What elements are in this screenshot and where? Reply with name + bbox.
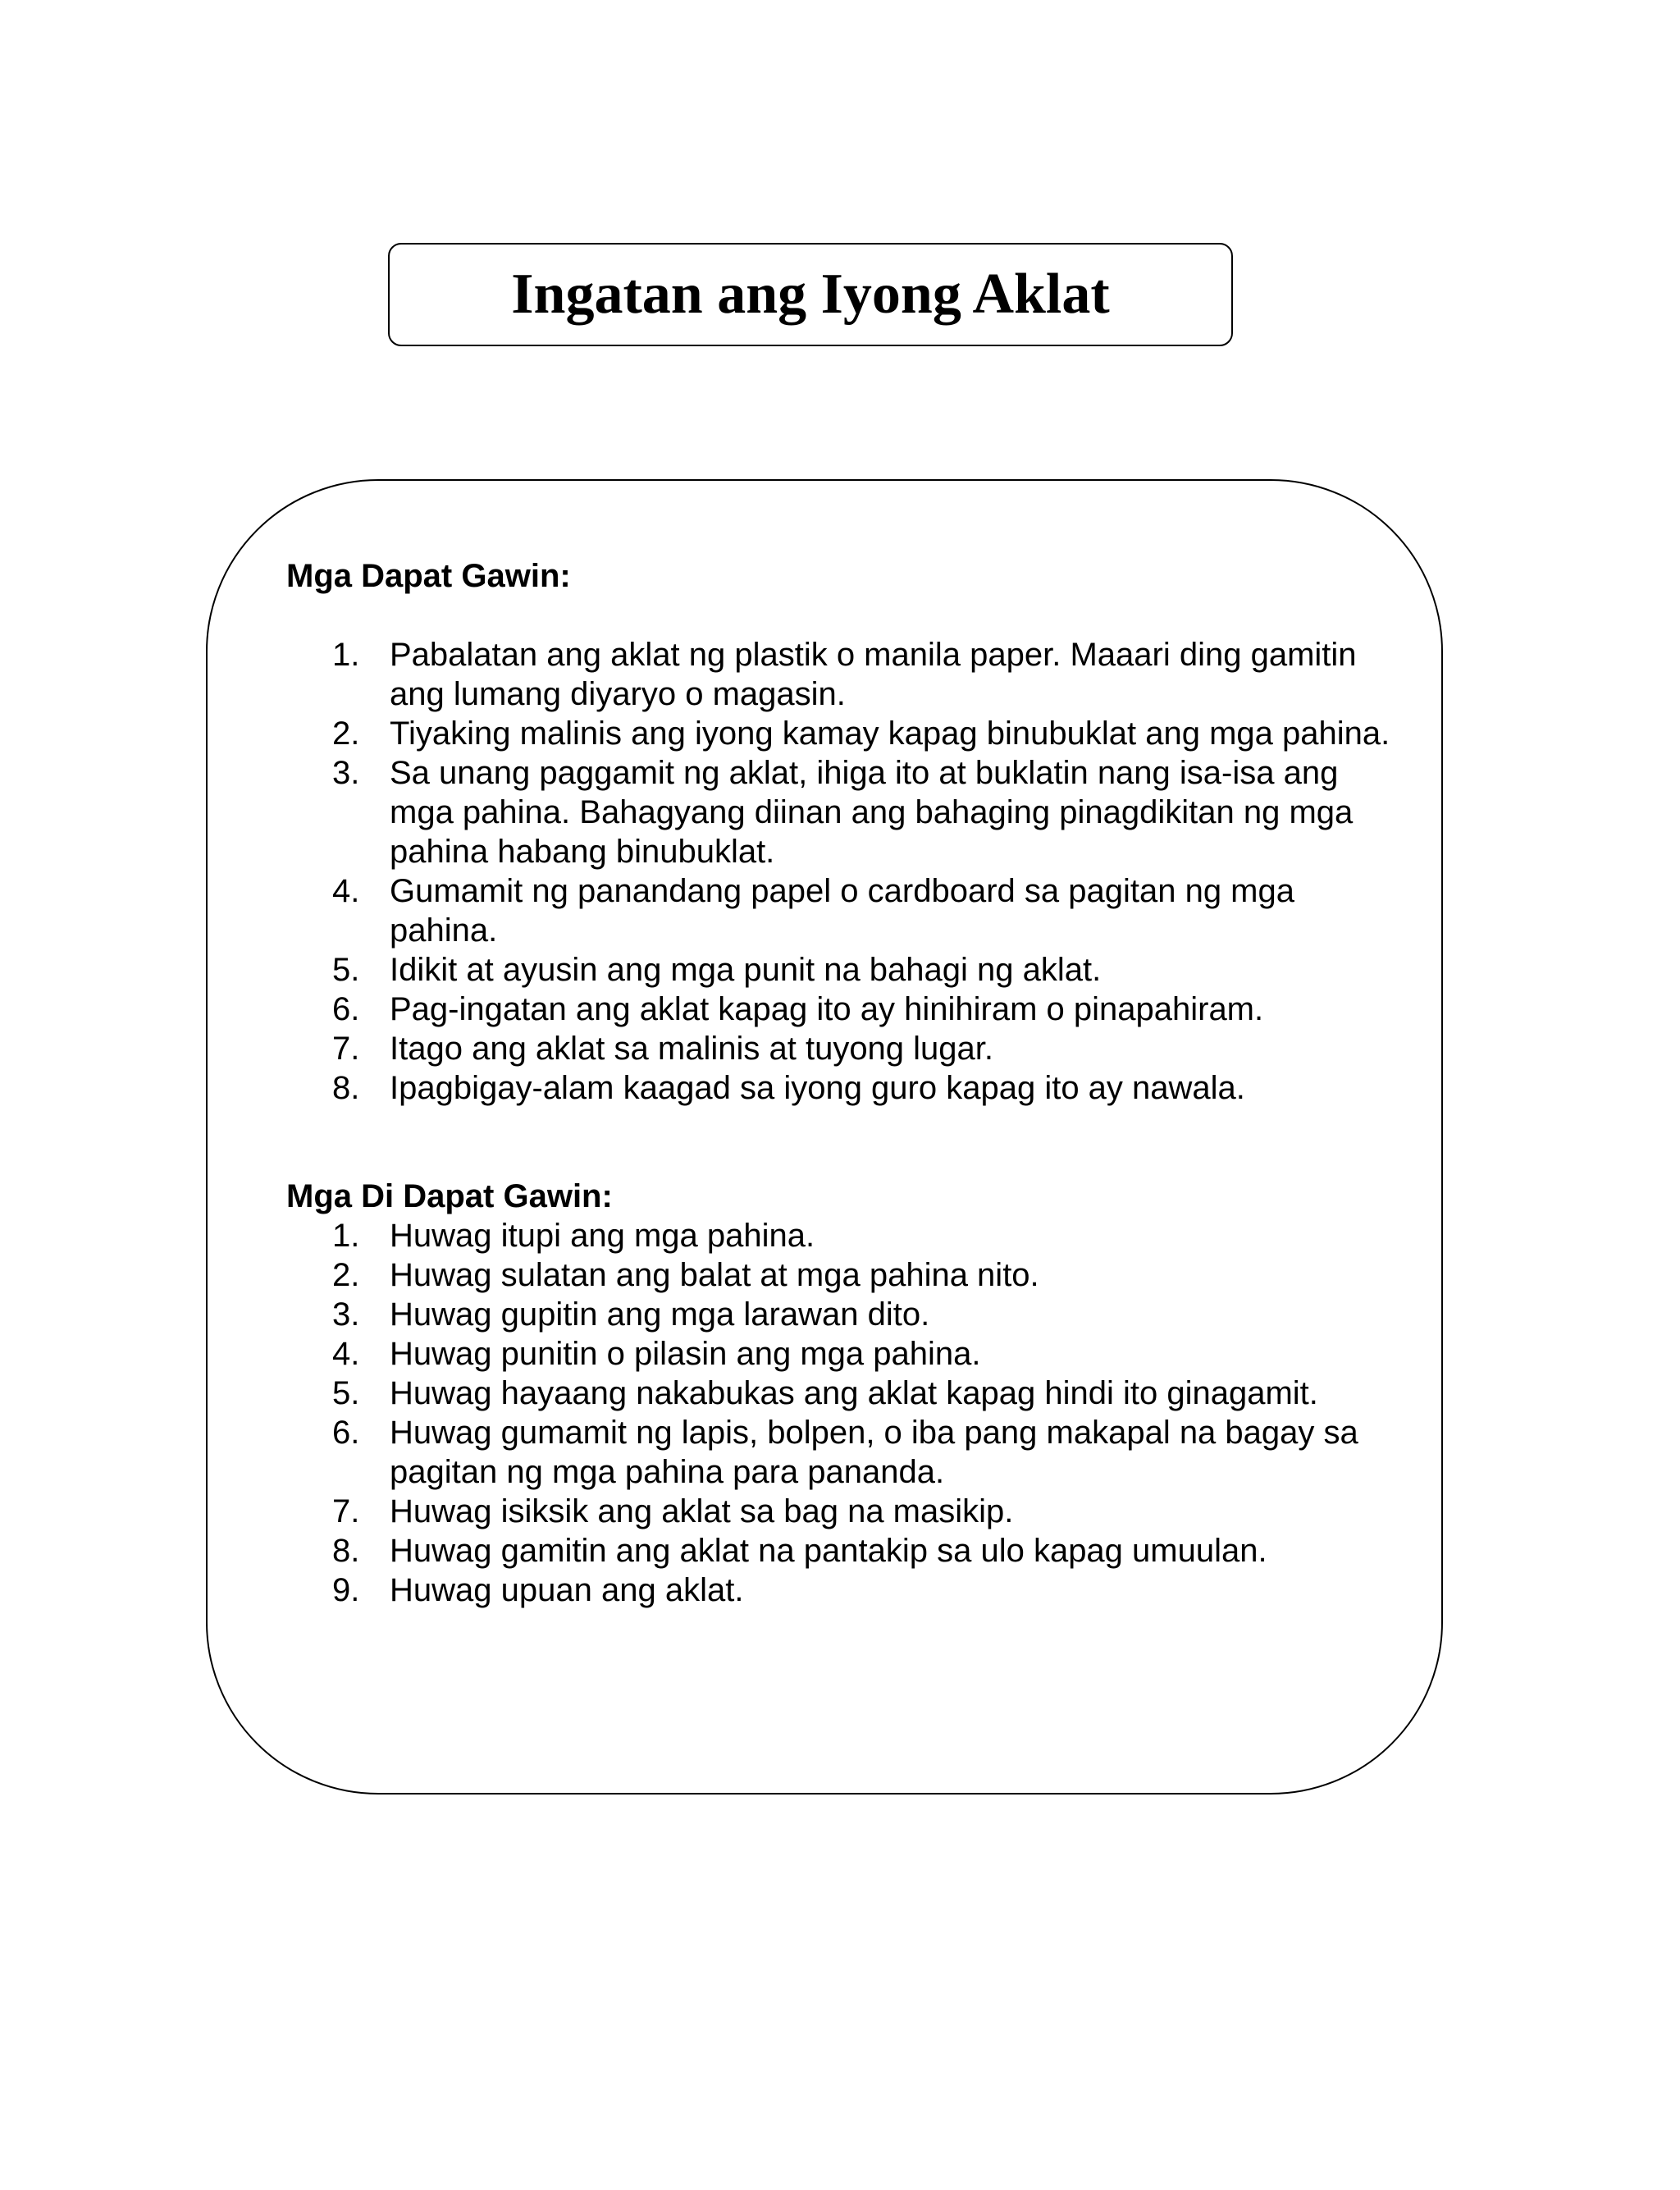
list-item [286,1570,1408,1610]
item-text: Pabalatan ang aklat ng plastik o manila paper. Maaari ding gamitin ang lumang diyaryo o magasin. [390,637,1357,712]
list-item [286,1492,1408,1531]
item-text: Ipagbigay-alam kaagad sa iyong guro kapag ito ay nawala. [390,1070,1245,1106]
item-text: Huwag isiksik ang aklat sa bag na masikip. [390,1493,1014,1529]
list-item [286,1295,1408,1334]
item-text: Idikit at ayusin ang mga punit na bahagi ng aklat. [390,952,1102,988]
item-number: 1. [332,637,360,673]
item-text: Huwag hayaang nakabukas ang aklat kapag hindi ito ginagamit. [390,1375,1318,1411]
rules-box [206,479,1443,1795]
list-item [286,1334,1408,1374]
donts-heading: Mga Di Dapat Gawin: [286,1178,613,1214]
item-number: 1. [332,1218,360,1254]
item-number: 5. [332,952,360,988]
item-text: Pag-ingatan ang aklat kapag ito ay hinihiram o pinapahiram. [390,991,1264,1027]
donts-section [286,1177,1408,1610]
list-item [286,1255,1408,1295]
item-text: Huwag gupitin ang mga larawan dito. [390,1296,930,1333]
list-item [286,1068,1408,1108]
dos-list [286,635,1408,1108]
item-text: Huwag upuan ang aklat. [390,1572,744,1608]
list-item [286,950,1408,990]
item-number: 5. [332,1375,360,1411]
item-number: 9. [332,1572,360,1608]
list-item [286,635,1408,714]
page-title: Ingatan ang Iyong Aklat [511,263,1110,326]
item-text: Huwag punitin o pilasin ang mga pahina. [390,1336,981,1372]
list-item [286,871,1408,950]
list-item [286,1531,1408,1570]
item-number: 3. [332,1296,360,1333]
item-number: 4. [332,1336,360,1372]
item-number: 8. [332,1070,360,1106]
item-text: Huwag sulatan ang balat at mga pahina nito. [390,1257,1039,1293]
list-item [286,1413,1408,1492]
list-item [286,714,1408,753]
dos-section [286,556,1408,1108]
list-item [286,990,1408,1029]
title-box [388,243,1233,346]
list-item [286,1374,1408,1413]
item-text: Huwag itupi ang mga pahina. [390,1218,815,1254]
item-number: 2. [332,1257,360,1293]
list-item [286,753,1408,871]
item-text: Huwag gumamit ng lapis, bolpen, o iba pang makapal na bagay sa pagitan ng mga pahina para pananda. [390,1415,1358,1490]
item-text: Sa unang paggamit ng aklat, ihiga ito at buklatin nang isa-isa ang mga pahina. Bahagyang diinan ang bahaging pinagdikitan ng mga pahina habang binubuklat. [390,755,1354,870]
item-number: 4. [332,873,360,909]
item-text: Gumamit ng panandang papel o cardboard sa pagitan ng mga pahina. [390,873,1294,949]
item-number: 7. [332,1031,360,1067]
item-number: 7. [332,1493,360,1529]
item-number: 8. [332,1533,360,1569]
dos-heading: Mga Dapat Gawin: [286,558,571,594]
donts-list [286,1216,1408,1610]
item-text: Tiyaking malinis ang iyong kamay kapag binubuklat ang mga pahina. [390,716,1390,752]
item-text: Itago ang aklat sa malinis at tuyong lugar. [390,1031,994,1067]
item-number: 6. [332,1415,360,1451]
item-text: Huwag gamitin ang aklat na pantakip sa ulo kapag umuulan. [390,1533,1267,1569]
item-number: 6. [332,991,360,1027]
list-item [286,1216,1408,1255]
item-number: 3. [332,755,360,791]
list-item [286,1029,1408,1068]
item-number: 2. [332,716,360,752]
